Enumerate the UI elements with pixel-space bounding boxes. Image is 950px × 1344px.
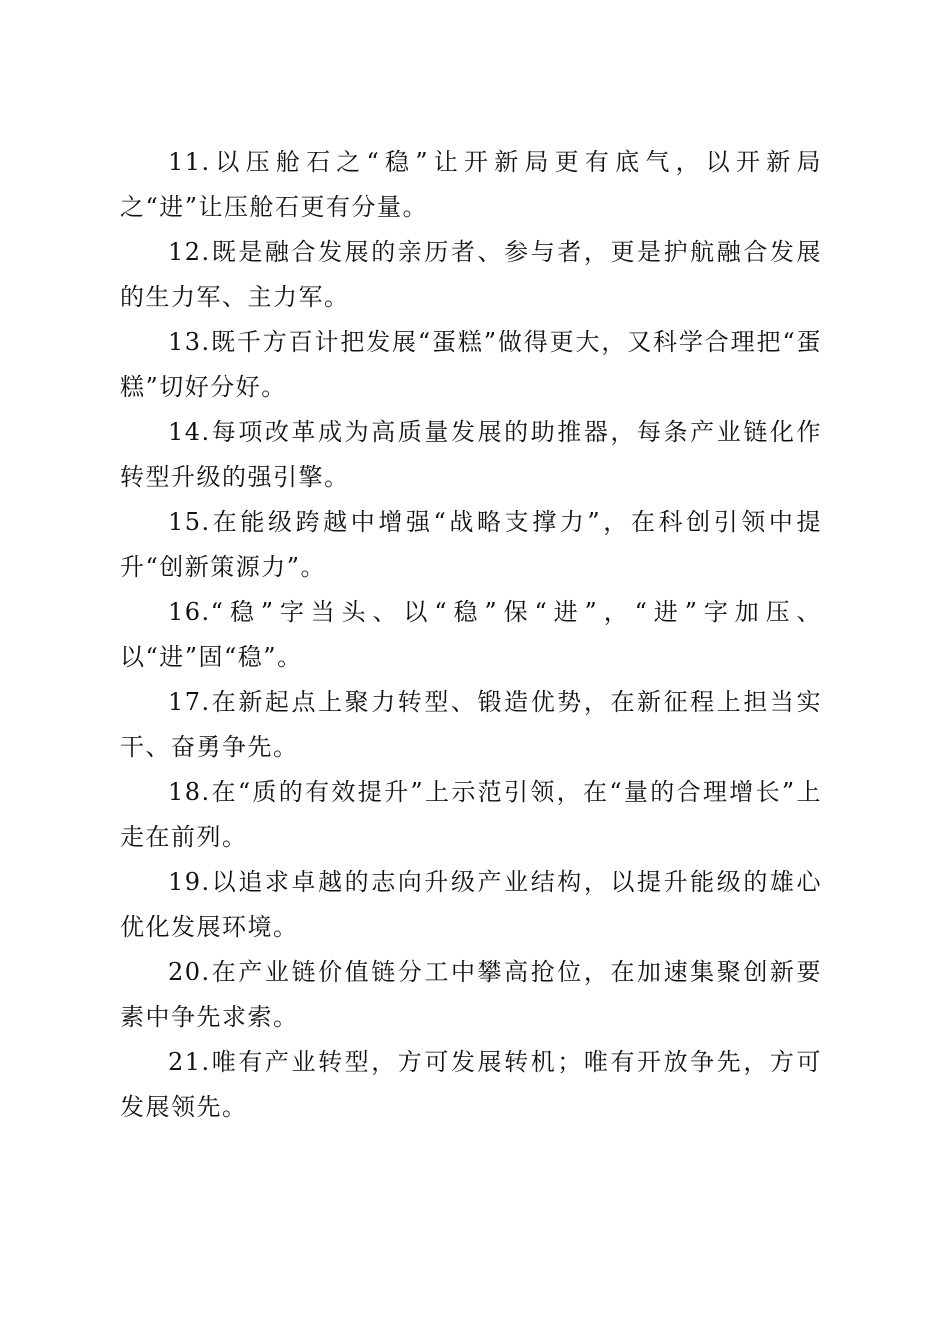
paragraph-21: 21.唯有产业转型，方可发展转机；唯有开放争先，方可发展领先。 bbox=[120, 1048, 822, 1121]
paragraph-16: 16.“稳”字当头、以“稳”保“进”，“进”字加压、以“进”固“稳”。 bbox=[120, 598, 822, 671]
paragraph-20: 20.在产业链价值链分工中攀高抢位，在加速集聚创新要素中争先求索。 bbox=[120, 958, 822, 1031]
paragraph-14: 14.每项改革成为高质量发展的助推器，每条产业链化作转型升级的强引擎。 bbox=[120, 418, 822, 491]
paragraph-17: 17.在新起点上聚力转型、锻造优势，在新征程上担当实干、奋勇争先。 bbox=[120, 688, 822, 761]
paragraph-19: 19.以追求卓越的志向升级产业结构，以提升能级的雄心优化发展环境。 bbox=[120, 868, 822, 941]
paragraph-12: 12.既是融合发展的亲历者、参与者，更是护航融合发展的生力军、主力军。 bbox=[120, 238, 822, 311]
document-body bbox=[120, 140, 822, 1130]
paragraph-13: 13.既千方百计把发展“蛋糕”做得更大，又科学合理把“蛋糕”切好分好。 bbox=[120, 328, 822, 401]
paragraph-15: 15.在能级跨越中增强“战略支撑力”，在科创引领中提升“创新策源力”。 bbox=[120, 508, 822, 581]
paragraph-11: 11.以压舱石之“稳”让开新局更有底气，以开新局之“进”让压舱石更有分量。 bbox=[120, 148, 822, 221]
paragraph-18: 18.在“质的有效提升”上示范引领，在“量的合理增长”上走在前列。 bbox=[120, 778, 822, 851]
